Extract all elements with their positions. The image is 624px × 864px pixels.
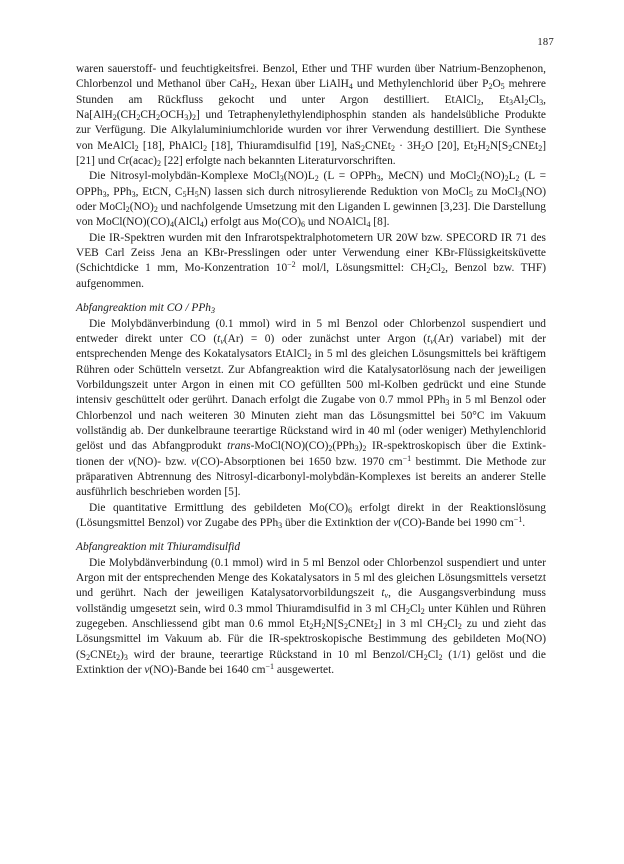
article-body [76, 62, 546, 678]
paragraph-mo-co6-determination: Die quantitative Ermittlung des gebildeten $Mo(CO)_6$ erfolgt direkt in der Reaktionslösung (Lösungsmittel Benzol) vor Zugabe des PPh$_3$ über die Extinktion der ν(CO)-Bande bei 1990 $cm^{-1}$. [76, 501, 546, 530]
paragraph-nitrosyl-complexes: Die Nitrosyl-molybdän-Komplexe $MoCl_3(NO)L_2$ (L = OPPh$_3$, MeCN) und $MoCl_2(NO)_2L_2$ (L = OPPh$_3$, PPh$_3$, EtCN, $C_5H_5N$) lassen sich durch nitrosylierende Reduktion von MoCl$_5$ zu MoCl$_3$(NO) oder $MoCl_2(NO)_2$ und nachfolgende Umsetzung mit den Liganden L gewinnen [3,23]. Die Darstellung von $MoCl(NO)(CO)_4(AlCl_4)$ erfolgt aus $Mo(CO)_6$ und NOAlCl$_4$ [8]. [76, 170, 547, 230]
paragraph-ir-spectra: Die IR-Spektren wurden mit den Infrarotspektralphotometern UR 20W bzw. SPECORD IR 71 des VEB Carl Zeiss Jena an KBr-Presslingen oder unter Verwendung einer KBr-Flüssigkeitsküvette (Schichtdicke 1 mm, Mo-Konzentration $10^{-2}$ mol/l, Lösungsmittel: $CH_2Cl_2$, Benzol bzw. THF) aufgenommen. [76, 231, 546, 290]
paragraph-co-trapping-procedure: Die Molybdänverbindung (0.1 mmol) wird in 5 ml Benzol oder Chlorbenzol suspendiert und entweder direkt unter CO $(t_v(Ar) = 0)$ oder zunächst unter Argon ($t_v(Ar)$ variabel) mit der entsprechenden Menge des Kokatalysators EtAlCl$_2$ in 5 ml des gleichen Lösungsmittels bei kräftigem Rühren oder Schütteln versetzt. Zur Abfangreaktion wird die Katalysatorlösung nach der jeweiligen Vorbildungszeit unter Argon in einen mit CO gefüllten 500 ml-Kolben gedrückt und eine Stunde intensiv geschüttelt oder gerührt. Danach erfolgt die Zugabe von 0.7 mmol PPh$_3$ in 5 ml Benzol oder Chlorbenzol und nach weiteren 30 Minuten zieht man das Lösungsmittel bei 50°C im Vakuum vollständig ab. Der dunkelbraune teerartige Rückstand wird in 40 ml (oder weniger) Methylenchlorid gelöst und das Abfangprodukt trans-$MoCl(NO)(CO)_2(PPh_3)_2$ IR-spektroskopisch über die Extinktionen der ν(NO)- bzw. ν(CO)-Absorptionen bei 1650 bzw. 1970 $cm^{-1}$ bestimmt. Die Methode zur präparativen Abtrennung des Nitrosyl-dicarbonyl-molybdän-Komplexes ist bereits an anderer Stelle ausführlich beschrieben worden [5]. [76, 317, 547, 499]
page-number: 187 [537, 37, 554, 48]
section-heading-thiuram-disulfide: Abfangreaktion mit Thiuramdisulfid [76, 541, 241, 554]
paragraph-thiuram-trapping-procedure: Die Molybdänverbindung (0.1 mmol) wird in 5 ml Benzol oder Chlorbenzol suspendiert und unter Argon mit der entsprechenden Menge des Kokatalysators in 5 ml des gleichen Lösungsmittels versetzt und gerührt. Nach der jeweiligen Katalysatorvorbildungszeit $t_v$, die Ausgangsverbindung muss vollständig umgesetzt sein, wird 0.3 mmol Thiuramdisulfid in 3 ml $CH_2Cl_2$ unter Kühlen und Rühren zugegeben. Anschliessend gibt man 0.6 mmol $Et_2H_2N[S_2CNEt_2]$ in 3 ml $CH_2Cl_2$ zu und zieht das Lösungsmittel im Vakuum ab. Für die IR-spektroskopische Bestimmung des gebildeten $Mo(NO)(S_2CNEt_2)_3$ wird der braune, teerartige Rückstand in 10 ml Benzol/$CH_2Cl_2$ (1/1) gelöst und die Extinktion der ν(NO)-Bande bei 1640 $cm^{-1}$ ausgewertet. [76, 556, 546, 677]
section-heading-co-pph3: Abfangreaktion mit CO / PPh$_3$ [76, 302, 215, 316]
paragraph-solvent-preparation: waren sauerstoff- und feuchtigkeitsfrei. Benzol, Ether und THF wurden über Natrium-Benzophenon, Chlorbenzol und Methanol über CaH$_2$, Hexan über LiAlH$_4$ und Methylenchlorid über $P_2O_5$ mehrere Stunden am Rückfluss gekocht und unter Argon destilliert. EtAlCl$_2$, $Et_3Al_2Cl_3$, $Na[AlH_2(CH_2CH_2OCH_3)_2]$ und Tetraphenylethylendiphosphin standen als handelsübliche Produkte zur Verfügung. Die Alkylaluminiumchloride wurden vor ihrer Verwendung destilliert. Die Synthese von MeAlCl$_2$ [18], PhAlCl$_2$ [18], Thiuramdisulfid [19], NaS$_2$CNEt$_2$ · $3H_2O$ [20], $Et_2H_2N[S_2CNEt_2]$ [21] und $Cr(acac)_2$ [22] erfolgte nach bekannten Literaturvorschriften. [76, 63, 547, 169]
